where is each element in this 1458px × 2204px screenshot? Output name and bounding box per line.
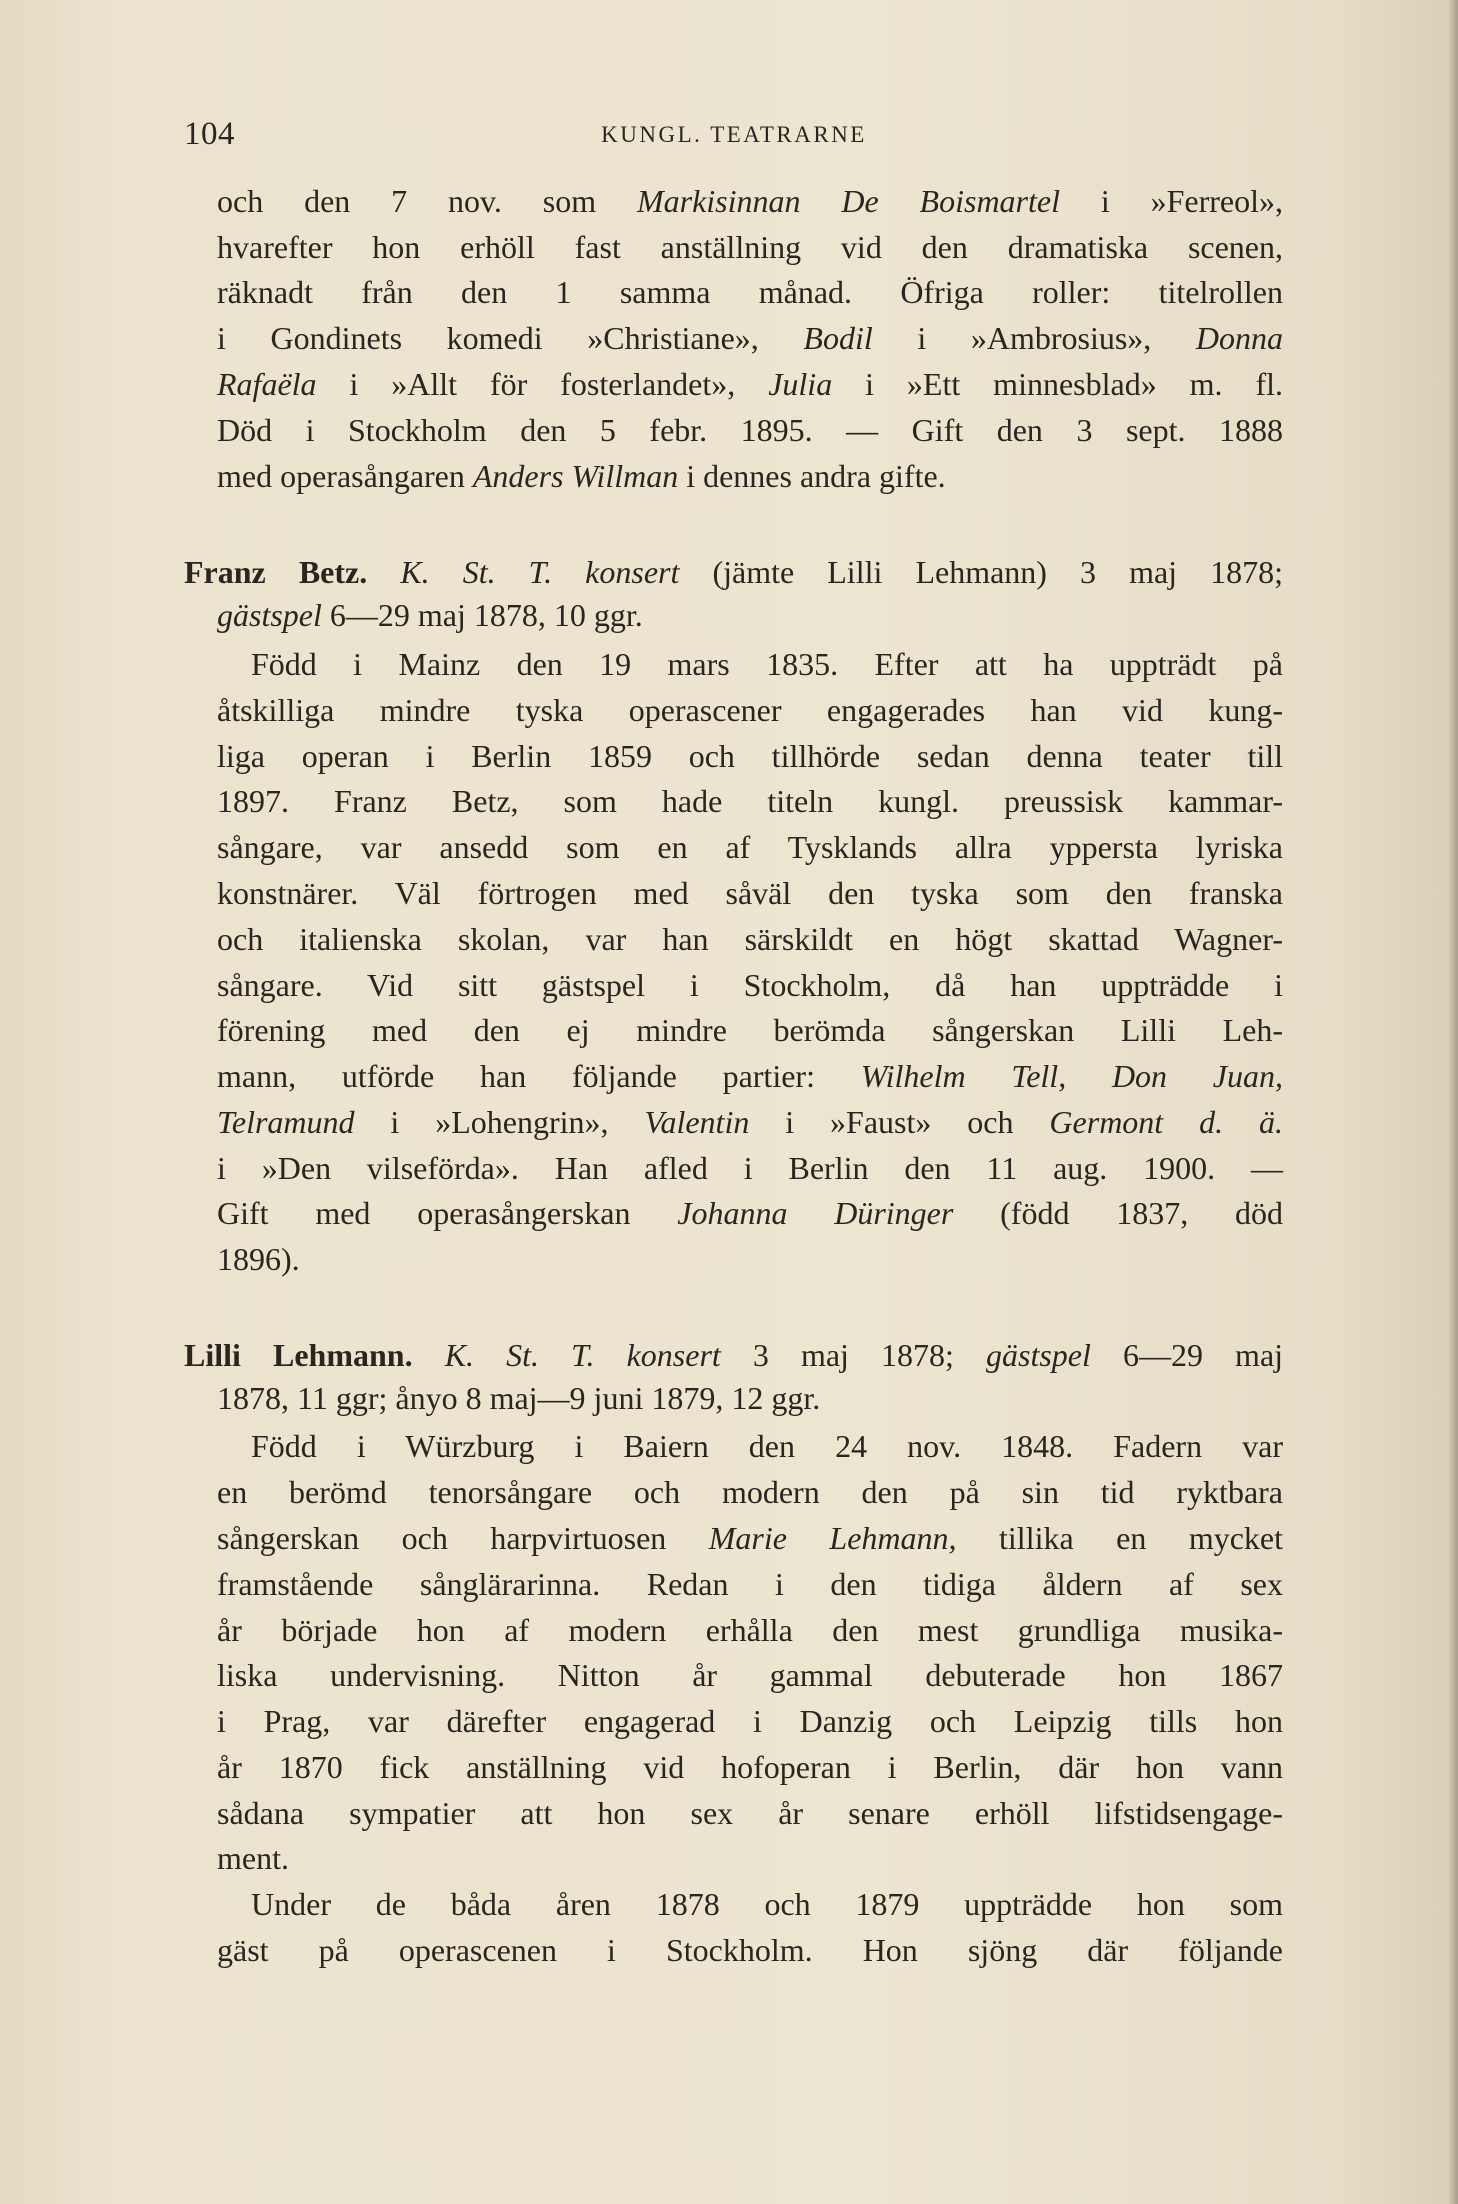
text-line: i Gondinets komedi »Christiane», Bodil i »Ambrosius», Donna	[217, 320, 1283, 356]
text-line: och den 7 nov. som Markisinnan De Boismartel i »Ferreol»,	[217, 183, 1283, 219]
entry-name: Franz Betz.	[184, 554, 368, 590]
text-line: sådana sympatier att hon sex år senare erhöll lifstidsengage-	[217, 1795, 1283, 1831]
text-line: mann, utförde han följande partier: Wilhelm Tell, Don Juan,	[217, 1058, 1284, 1094]
text-line: gäst på operascenen i Stockholm. Hon sjöng där följande	[217, 1932, 1283, 1968]
running-head: KUNGL. TEATRARNE	[601, 122, 867, 147]
text-line: Död i Stockholm den 5 febr. 1895. — Gift den 3 sept. 1888	[217, 412, 1283, 448]
text-line: Gift med operasångerskan Johanna Düringer (född 1837, död	[217, 1195, 1284, 1231]
text-line: Telramund i »Lohengrin», Valentin i »Faust» och Germont d. ä.	[217, 1104, 1284, 1140]
text-line: konstnärer. Väl förtrogen med såväl den tyska som den franska	[217, 875, 1283, 911]
page-edge-shadow	[1448, 0, 1458, 2204]
text-line: Rafaëla i »Allt för fosterlandet», Julia i »Ett minnesblad» m. fl.	[217, 366, 1284, 402]
text-line: framstående sånglärarinna. Redan i den tidiga åldern af sex	[217, 1566, 1283, 1602]
text-line: och italienska skolan, var han särskildt en högt skattad Wagner-	[217, 921, 1283, 957]
text-line: i »Den vilseförda». Han afled i Berlin den 11 aug. 1900. —	[217, 1150, 1283, 1186]
text-line: liga operan i Berlin 1859 och tillhörde sedan denna teater till	[217, 738, 1283, 774]
text-line: i Prag, var därefter engagerad i Danzig och Leipzig tills hon	[217, 1703, 1283, 1739]
text-line: liska undervisning. Nitton år gammal debuterade hon 1867	[217, 1657, 1283, 1693]
entry-heading-cont: gästspel 6—29 maj 1878, 10 ggr.	[217, 597, 643, 633]
entry-heading: Lilli Lehmann. K. St. T. konsert 3 maj 1878; gästspel 6—29 maj	[184, 1337, 1284, 1373]
text-line: förening med den ej mindre berömda sångerskan Lilli Leh-	[217, 1012, 1283, 1048]
text-line: Under de båda åren 1878 och 1879 uppträdde hon som	[251, 1886, 1283, 1922]
text-line: 1896).	[217, 1241, 300, 1277]
entry-heading-cont: 1878, 11 ggr; ånyo 8 maj—9 juni 1879, 12 ggr.	[217, 1380, 821, 1416]
text-line: Född i Mainz den 19 mars 1835. Efter att ha uppträdt på	[251, 646, 1283, 682]
text-line: 1897. Franz Betz, som hade titeln kungl. preussisk kammar-	[217, 783, 1283, 819]
text-line: år 1870 fick anställning vid hofoperan i Berlin, där hon vann	[217, 1749, 1283, 1785]
text-line: år började hon af modern erhålla den mest grundliga musika-	[217, 1612, 1283, 1648]
entry-name: Lilli Lehmann.	[184, 1337, 413, 1373]
text-line: räknadt från den 1 samma månad. Öfriga roller: titelrollen	[217, 274, 1283, 310]
text-line: ment.	[217, 1840, 289, 1876]
text-line: åtskilliga mindre tyska operascener engagerades han vid kung-	[217, 692, 1283, 728]
entry-heading: Franz Betz. K. St. T. konsert (jämte Lilli Lehmann) 3 maj 1878;	[184, 554, 1284, 590]
text-line: med operasångaren Anders Willman i dennes andra gifte.	[217, 458, 946, 494]
text-line: sångare. Vid sitt gästspel i Stockholm, då han uppträdde i	[217, 967, 1283, 1003]
text-line: sångerskan och harpvirtuosen Marie Lehmann, tillika en mycket	[217, 1520, 1284, 1556]
page-header	[184, 116, 1284, 166]
text-line: Född i Würzburg i Baiern den 24 nov. 1848. Fadern var	[251, 1428, 1283, 1464]
text-line: en berömd tenorsångare och modern den på sin tid ryktbara	[217, 1474, 1283, 1510]
text-line: hvarefter hon erhöll fast anställning vid den dramatiska scenen,	[217, 229, 1283, 265]
page-number: 104	[184, 116, 235, 152]
text-line: sångare, var ansedd som en af Tysklands allra yppersta lyriska	[217, 829, 1283, 865]
